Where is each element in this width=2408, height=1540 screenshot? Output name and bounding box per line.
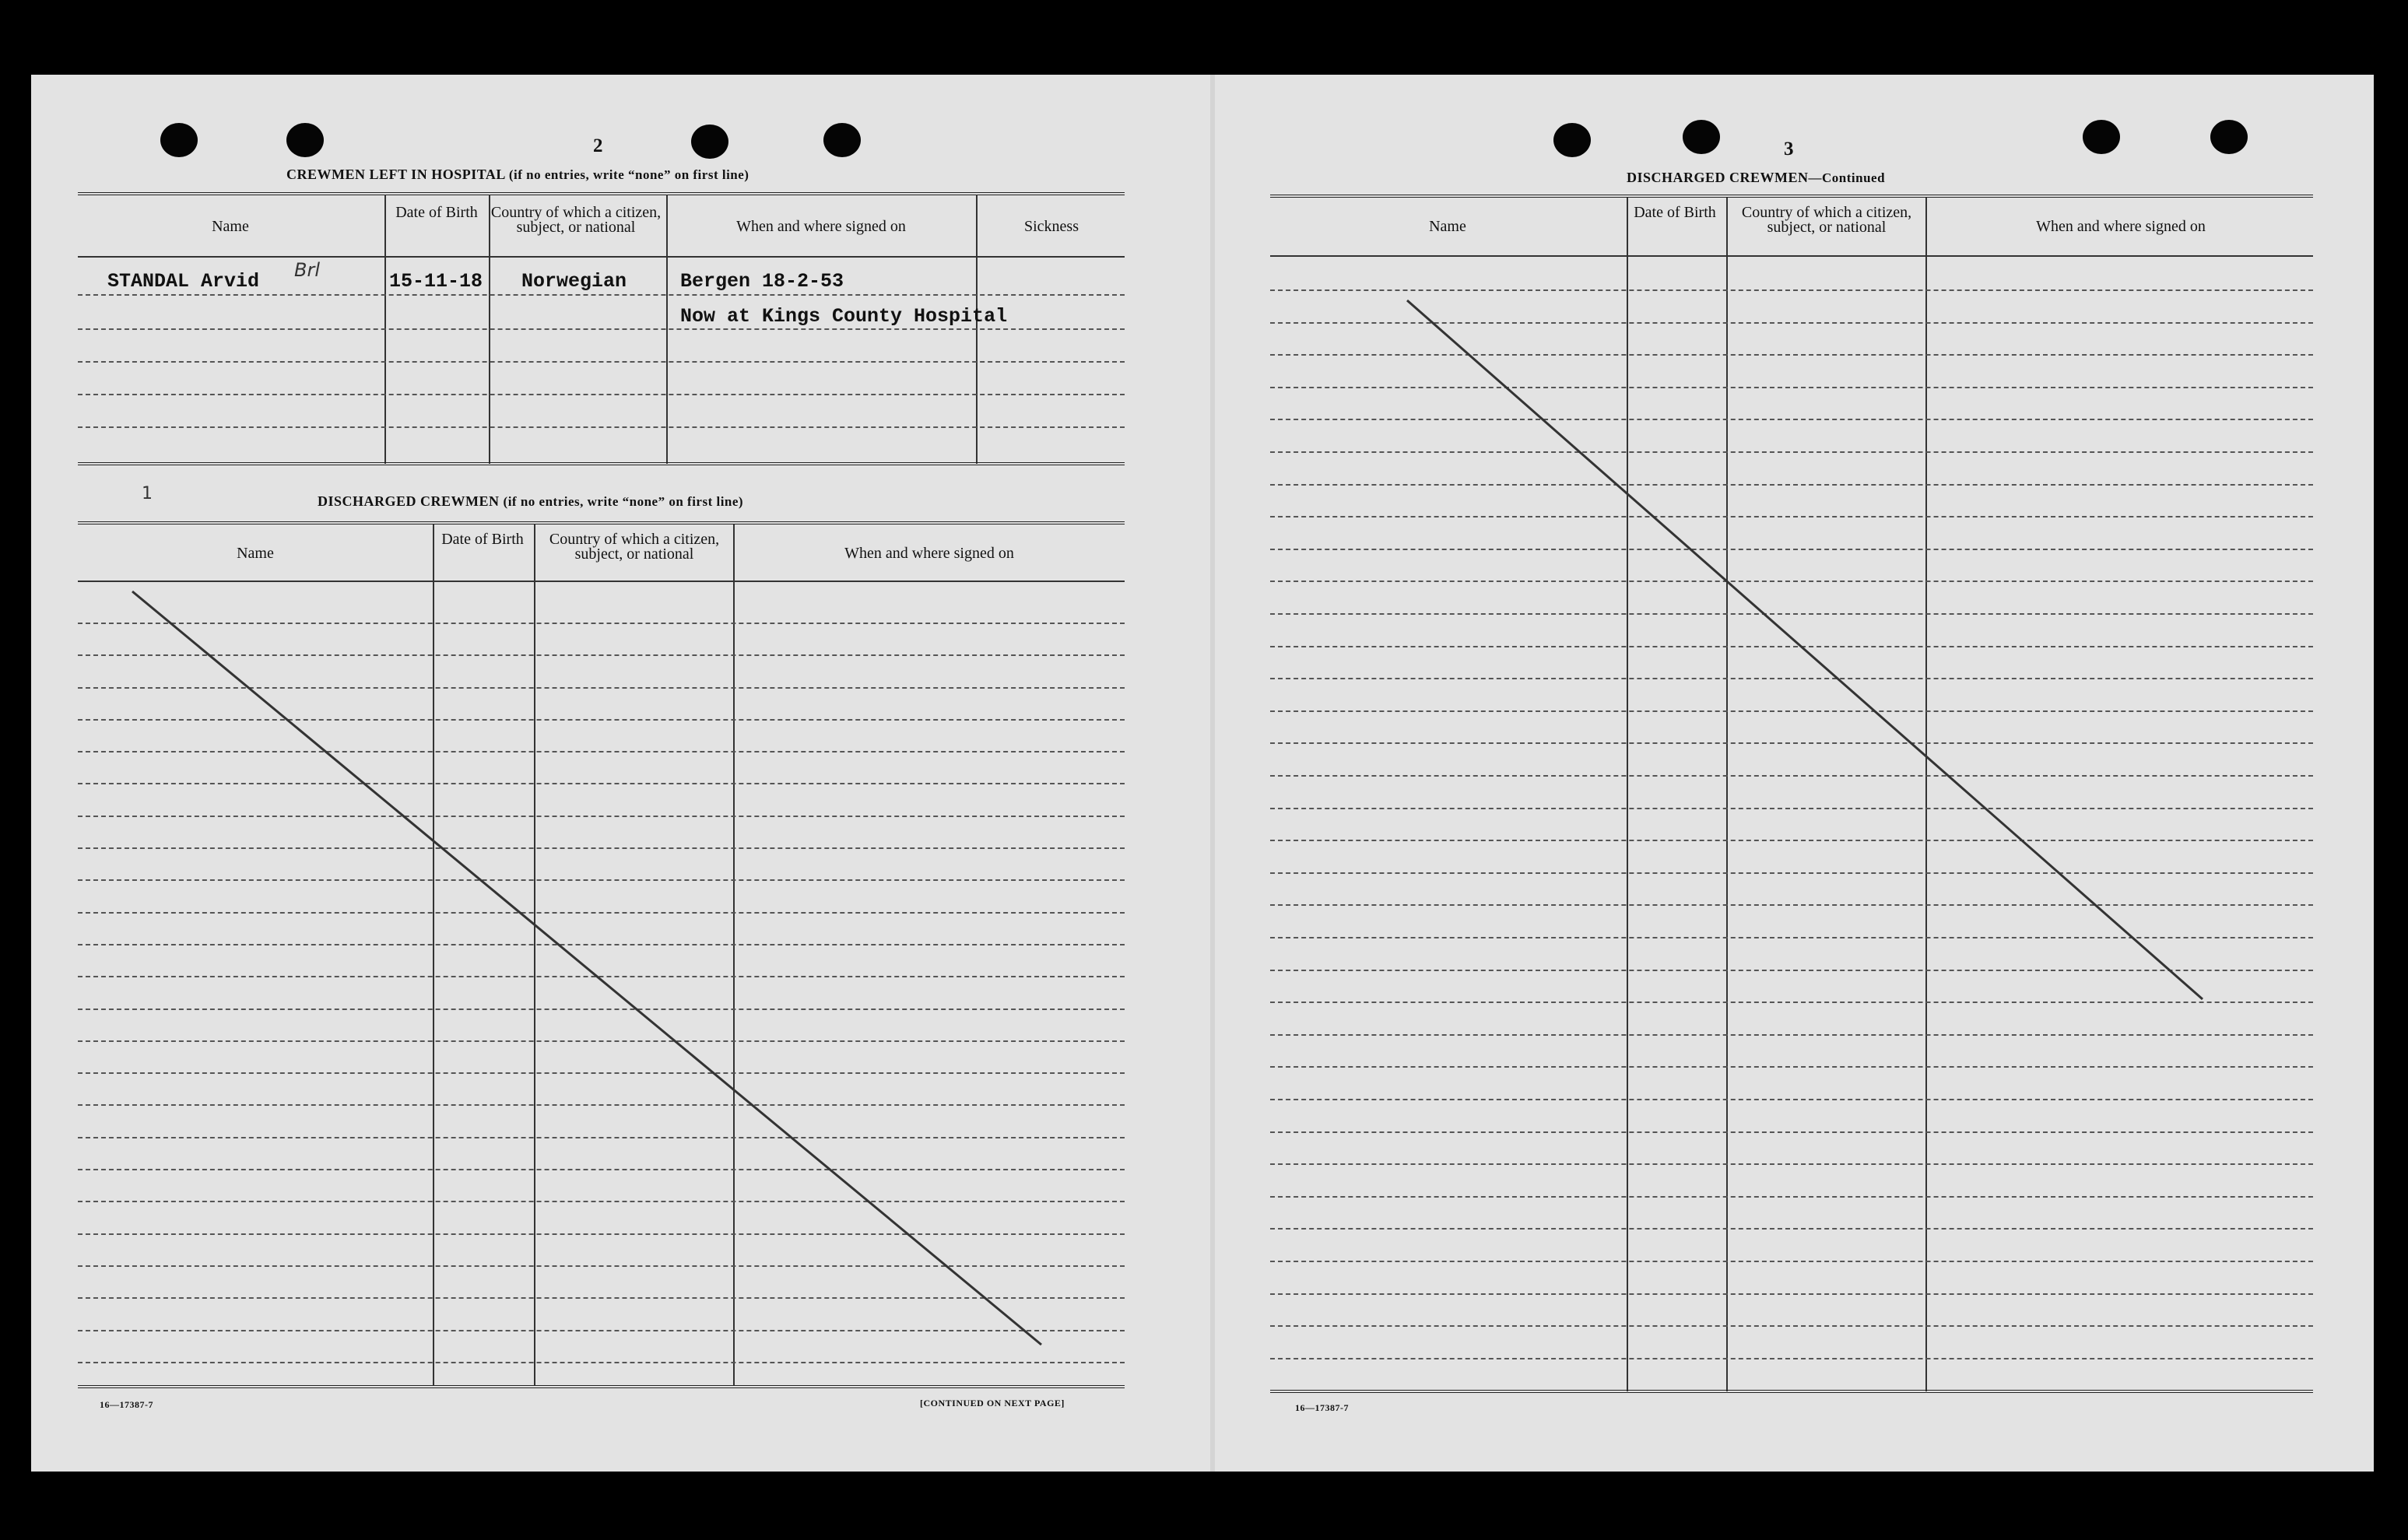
form-number-right: 16—17387-7: [1295, 1402, 1349, 1413]
hospital-entry-name: STANDAL Arvid: [107, 270, 260, 293]
discharged-col-country: Country of which a citizen, subject, or national: [549, 531, 720, 563]
discharged-col-name: Name: [237, 545, 274, 562]
discharged-col-dob: Date of Birth: [441, 531, 524, 548]
hospital-title-text: CREWMEN LEFT IN HOSPITAL: [286, 167, 505, 182]
discharged-col-signed-on: When and where signed on: [844, 545, 1014, 562]
discharged-continued-suffix: —Continued: [1808, 170, 1886, 185]
hospital-entry-country: Norwegian: [521, 270, 627, 293]
discharged-title-text: DISCHARGED CREWMEN: [318, 493, 500, 509]
hospital-entry-dob: 15-11-18: [389, 270, 483, 293]
hospital-col-name: Name: [212, 218, 249, 235]
hospital-entry-initials: Brl: [294, 259, 320, 281]
hospital-col-country: Country of which a citizen, subject, or national: [490, 204, 662, 236]
hospital-col-dob: Date of Birth: [395, 204, 478, 221]
page-number-left: 2: [593, 135, 603, 156]
form-number-left: 16—17387-7: [100, 1399, 153, 1410]
hospital-col-sickness: Sickness: [1024, 218, 1079, 235]
hospital-col-signed-on: When and where signed on: [736, 218, 906, 235]
margin-mark: 1: [142, 484, 153, 503]
hospital-title-note: (if no entries, write “none” on first line): [508, 167, 749, 182]
discharged-title-note: (if no entries, write “none” on first line): [503, 494, 744, 509]
cancel-strike-right: [1407, 300, 2203, 999]
hospital-entry-signed-on: Bergen 18-2-53: [680, 270, 844, 293]
cancel-strike-left: [132, 591, 1041, 1345]
right-col-name: Name: [1429, 218, 1466, 235]
right-col-country: Country of which a citizen, subject, or national: [1741, 204, 1912, 236]
continued-note: [CONTINUED ON NEXT PAGE]: [920, 1398, 1065, 1408]
right-col-dob: Date of Birth: [1634, 204, 1716, 221]
hospital-remark: Now at Kings County Hospital: [680, 305, 1008, 328]
discharged-continued-title-text: DISCHARGED CREWMEN: [1627, 170, 1809, 185]
right-col-signed-on: When and where signed on: [2036, 218, 2206, 235]
page-number-right: 3: [1784, 139, 1794, 160]
